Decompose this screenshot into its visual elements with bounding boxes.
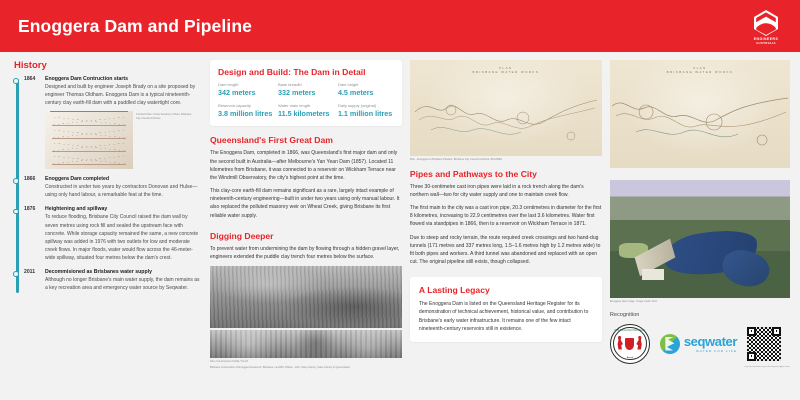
- brisbane-water-works-plan-image: [610, 60, 790, 168]
- stat-label: Base breadth: [277, 82, 302, 87]
- recognition-section: [610, 312, 790, 368]
- plan-title-line-1: PLAN: [693, 66, 707, 71]
- qr-eye-bottom-left: [747, 352, 756, 361]
- stat-value: 332 meters: [277, 88, 316, 98]
- timeline-description: To reduce flooding, Brisbane City Council raised the dam wall by seven metres using rock fill and sealed the upstream face with concrete. While storage capacity remained the same, a new concrete spillway was added in 1976 with two outlets for low and moderate creek flows. In major floods, water would flow across the 46-meter-wide spillway, situated four metres below the dam's crest.: [45, 214, 199, 261]
- dam-construction-photo: [210, 330, 402, 358]
- stat-label: Dam height: [337, 82, 359, 87]
- engineers-australia-mark-icon: [754, 10, 778, 36]
- logo-text-engineers: ENGINEERS: [753, 36, 779, 41]
- timeline-year: 1876: [24, 206, 36, 213]
- qr-eye-top-left: [747, 327, 756, 336]
- imagery-recognition-column: [610, 60, 790, 394]
- timeline-year: 2011: [24, 269, 36, 276]
- stat-value: 4.5 meters: [337, 88, 374, 98]
- qr-code-block[interactable]: [747, 327, 781, 361]
- legacy-paragraph: The Enoggera Dam is listed on the Queensland Heritage Register for its demonstration of technical achievement, historical value, and contribution to Brisbane's early water infrastructure. It remains one of the few intact nineteenth-century reservoirs still in existence.: [418, 301, 589, 332]
- stat-label: Dam length: [218, 82, 239, 87]
- timeline-image-block: [45, 111, 202, 169]
- timeline-year: 1866: [24, 176, 36, 183]
- page-title: Enoggera Dam and Pipeline: [18, 15, 252, 36]
- timeline-title: Heightening and spillway: [45, 206, 108, 213]
- pipes-paragraph-3: Due to steep and rocky terrain, the route required creek crossings and two hand-dug tunnels (171 metres and 337 metres long, 1.5–1.6 metres high by 1.2 metres wide) to fit both pipes and workers. A third tunnel was abandoned and replaced with an open cut. The original pipeline still exists, though collapsed.: [409, 234, 601, 266]
- logo-text-australia: AUSTRALIA: [756, 40, 776, 45]
- pipes-column: [410, 60, 602, 394]
- timeline-item-2011: [22, 269, 202, 292]
- design-card-heading: Design and Build: The Dam in Detail: [218, 67, 366, 77]
- cross-section-plan-image: [45, 111, 133, 169]
- plan-linework-icon: [610, 60, 790, 168]
- seqwater-wordmark: seqwater: [683, 333, 738, 349]
- timeline-description: Designed and built by engineer Joseph Brady on a site proposed by engineer Thomas Oldham. Enoggera Dam is a typical nineteenth-century clay earth-fill dam with a puddled clay watertight core.: [45, 84, 196, 107]
- recognition-heading: Recognition: [609, 311, 640, 318]
- timeline-rail: [16, 79, 19, 293]
- qr-eye-top-right: [772, 327, 781, 336]
- pipes-paragraph-2: The first main to the city was a cast iron pipe, 20.3 centimetres in diameter for the first 8 kilometres, increasing to 22.9 centimetres over the last 3.6 kilometres. Water first flowed via standpipes in 1866, then to a reservoir on Wickham Terrace in 1871.: [409, 205, 602, 228]
- puddle-trench-photo: [210, 266, 402, 328]
- aerial-image-caption: Enoggera dam image. Image credit: ACA: [609, 299, 657, 303]
- map-linework-icon: [410, 60, 602, 156]
- timeline-title: Decommisioned as Brisbanes water supply: [45, 269, 152, 276]
- stat-water-main-length: [278, 103, 334, 118]
- timeline-item-1866: [22, 176, 202, 199]
- timeline-item-1864: [22, 76, 202, 169]
- stat-dam-length: [218, 82, 274, 97]
- pipes-paragraph-1: Three 30-centimetre cast iron pipes were laid in a rock trench along the dam's northern wall—two for city water supply and one to maintain creek flow.: [409, 183, 584, 198]
- stat-value: 3.8 million litres: [218, 109, 273, 119]
- map-title-line-2: BRISBANE WATER WORKS: [472, 69, 540, 74]
- qr-code-icon[interactable]: [747, 327, 781, 361]
- pipes-heading: Pipes and Pathways to the City: [409, 168, 537, 179]
- plan-title-line-2: BRISBANE WATER WORKS: [666, 70, 734, 75]
- digging-deeper-caption-line-2: Brisbane construction of Enoggera Reservoir, Brisbane, ca.1864, Wilson, John Oxley Library, State Library of Queensland: [210, 365, 350, 369]
- timeline-year: 1864: [24, 76, 36, 82]
- timeline-description: Constructed in under two years by contractors Donovan and Hulse—using only hand labour, a remarkable feat at the time.: [45, 184, 198, 199]
- engineers-australia-logo: [746, 6, 786, 48]
- first-great-dam-paragraph-1: The Enoggera Dam, completed in 1866, was Queensland's first major dam and only the second built in Australia—after Melbourne's Yan Yean Dam (1857). Located 11 kilometres from Brisbane, it was connected to a reservoir on Wickham Terrace near the Windmill Observatory, the city's highest point at the time.: [210, 150, 398, 181]
- history-heading: History: [14, 60, 47, 71]
- timeline-image-caption: Contract Plan: Cross Sections of Dam, Brisbane City Council Archives: [136, 113, 192, 121]
- digging-deeper-heading: Digging Deeper: [210, 230, 274, 241]
- dam-stats-grid: [218, 82, 394, 118]
- shield-icon: [625, 338, 634, 350]
- stat-dam-height: [338, 82, 394, 97]
- pipeline-plan-map-image: [410, 60, 602, 156]
- map-image-caption: Plan - Enoggera to Brisbane Pipeline. Brisbane City Council Archives, BCA0580: [409, 158, 502, 161]
- design-and-build-card: [210, 60, 402, 126]
- digging-deeper-caption-line-1: Dam Construction Puddle Trench: [210, 360, 249, 364]
- timeline-item-1876: [22, 206, 202, 262]
- stat-value: 1.1 million litres: [337, 109, 393, 119]
- timeline-dot: [13, 78, 19, 84]
- stat-value: 11.5 kilometers: [277, 109, 330, 119]
- history-column: [14, 60, 202, 394]
- first-great-dam-heading: Queensland's First Great Dam: [210, 135, 333, 146]
- page-header: [0, 0, 800, 52]
- seqwater-logo: [660, 334, 737, 354]
- stat-base-breadth: [278, 82, 334, 97]
- design-column: [210, 60, 402, 394]
- timeline-description: Although no longer Brisbane's main water supply, the dam remains as a key recreation area and emergency water source by Seqwater.: [45, 277, 200, 292]
- legacy-heading: A Lasting Legacy: [418, 285, 490, 296]
- seal-bottom-text: Award: [626, 356, 633, 359]
- seal-top-text: QUEENSLAND HERITAGE: [614, 329, 646, 332]
- stat-label: Daily supply (original): [337, 103, 377, 109]
- seqwater-tagline: WATER FOR LIFE: [696, 348, 738, 353]
- seqwater-droplet-icon: [660, 334, 680, 354]
- queensland-heritage-award-seal-icon: [610, 324, 650, 364]
- kangaroo-icon: [616, 336, 623, 350]
- emu-icon: [636, 336, 643, 350]
- timeline-title: Enoggera Dam Contruction starts: [45, 76, 129, 82]
- stat-value: 342 meters: [218, 88, 256, 98]
- poster-body: [0, 52, 800, 400]
- qr-code-url: engineersaustralia.org.au/heritage/enoggera-dam: [744, 365, 791, 368]
- map-title-line-1: PLAN: [499, 65, 513, 70]
- timeline-title: Enoggera Dam completed: [45, 176, 109, 183]
- stat-reservoir-capacity: [218, 103, 274, 118]
- digging-deeper-paragraph: To prevent water from undermining the dam by flowing through a hidden gravel layer, engineers extended the puddle clay trench four metres below the surface.: [210, 245, 400, 260]
- history-timeline: [14, 76, 202, 299]
- coat-of-arms-icon: [611, 336, 649, 350]
- enoggera-dam-aerial-image: [610, 180, 790, 298]
- stat-label: Reservoir capacity: [218, 103, 251, 109]
- first-great-dam-paragraph-2: This clay-core earth-fill dam remains significant as a rare, largely intact example of nineteenth-century engineering—built in under two years using only manual labour. It also replaced the polluted masonry weir on Wheat Creek, giving Brisbane its first reliable water supply.: [210, 188, 400, 219]
- timeline-dot: [13, 271, 19, 277]
- stat-label: Water main length: [277, 103, 311, 109]
- aerial-building: [642, 269, 664, 280]
- lasting-legacy-card: [410, 277, 602, 342]
- recognition-logo-row: [610, 324, 790, 364]
- stat-daily-supply: [338, 103, 394, 118]
